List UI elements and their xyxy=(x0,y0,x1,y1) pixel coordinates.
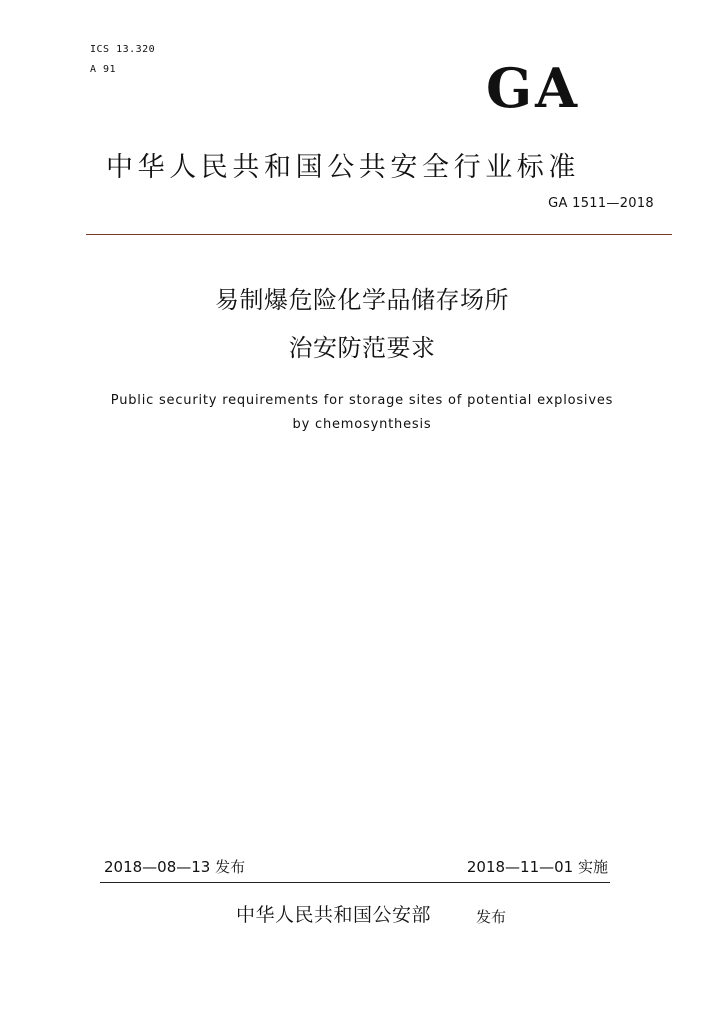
footer-divider xyxy=(100,882,610,883)
standard-type-heading: 中华人民共和国公共安全行业标准 xyxy=(106,152,580,183)
ics-code: ICS 13.320 xyxy=(90,44,156,55)
issuing-authority: 中华人民共和国公安部 xyxy=(236,904,432,926)
title-chinese-line-2: 治安防范要求 xyxy=(288,334,436,362)
title-english-line-2: by chemosynthesis xyxy=(292,417,432,432)
publish-label: 发布 xyxy=(476,908,507,926)
classification-code: A 91 xyxy=(90,64,117,75)
issue-date: 2018—08—13 发布 xyxy=(104,858,246,876)
header-divider xyxy=(86,234,672,235)
standard-number: GA 1511—2018 xyxy=(548,196,654,211)
title-chinese-line-1: 易制爆危险化学品储存场所 xyxy=(215,286,509,314)
implementation-date: 2018—11—01 实施 xyxy=(466,858,608,876)
title-english-line-1: Public security requirements for storage sites of potential explosives xyxy=(110,393,614,408)
ga-logo: GA xyxy=(486,56,581,120)
